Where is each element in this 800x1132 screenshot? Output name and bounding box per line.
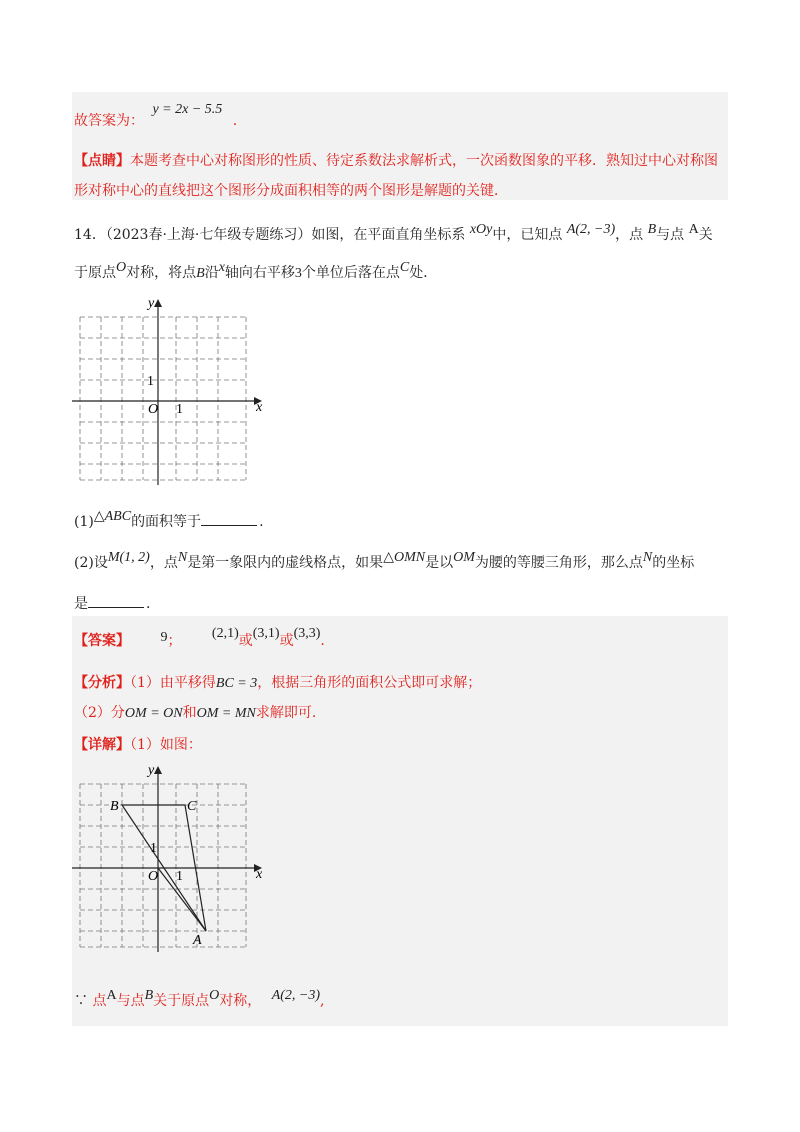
question-part-2-cont: 是 . (74, 593, 150, 613)
question-part-2: (2)设M(1, 2)，点N是第一象限内的虚线格点，如果△OMN是以OM为腰的等腰三角形，那么点N的坐标 (74, 550, 695, 571)
point-b-label: B (110, 799, 119, 814)
x-unit-label: 1 (176, 402, 183, 417)
origin-label: O (148, 869, 159, 884)
coordinate-grid-figure (70, 295, 270, 490)
point-a-label: A (193, 933, 202, 948)
solution-grid-figure (70, 762, 270, 957)
analysis-line-2: （2）分OM = ON和OM = MN求解即可. (74, 705, 317, 721)
y-axis-arrow-icon (154, 299, 162, 307)
y-axis-arrow-icon (154, 766, 162, 774)
point-c-label: C (187, 799, 197, 814)
analysis-line-1: 【分析】（1）由平移得BC = 3，根据三角形的面积公式即可求解； (74, 675, 482, 691)
y-axis-label: y (148, 763, 155, 778)
question-14-line-2: 于原点O对称，将点B沿x轴向右平移3个单位后落在点C处． (74, 260, 438, 281)
y-axis-label: y (148, 296, 155, 311)
answer-blank-1[interactable] (201, 511, 257, 526)
answer-row: 【答案】 9； (2,1)或(3,1)或(3,3). (74, 626, 325, 649)
comment-line-1: 【点睛】本题考查中心对称图形的性质、待定系数法求解析式，一次函数图象的平移．熟知过中心对称图 (74, 153, 718, 169)
y-unit-label: 1 (147, 374, 154, 389)
question-part-1: (1)△ABC的面积等于 . (74, 509, 264, 530)
answer-expression: y = 2x − 5.5 (152, 102, 223, 117)
detail-reasoning-line: ∵ 点A与点B关于原点O对称， A(2, −3), (74, 988, 325, 1009)
answer-blank-2[interactable] (88, 593, 144, 608)
comment-line-2: 形对称中心的直线把这个图形分成面积相等的两个图形是解题的关键． (74, 183, 508, 199)
detail-line: 【详解】（1）如图： (74, 737, 202, 753)
answer-line: 故答案为： y = 2x − 5.5 . (74, 102, 238, 129)
origin-label: O (148, 402, 159, 417)
question-14-line-1: 14．（2023春·上海·七年级专题练习）如图，在平面直角坐标系 xOy中，已知点 A(2, −3)，点 B与点 A关 (74, 222, 713, 243)
x-axis-label: x (256, 400, 263, 415)
x-axis-label: x (256, 867, 263, 882)
y-unit-label: 1 (150, 841, 157, 856)
grid-lines (80, 317, 246, 480)
x-unit-label: 1 (176, 869, 183, 884)
